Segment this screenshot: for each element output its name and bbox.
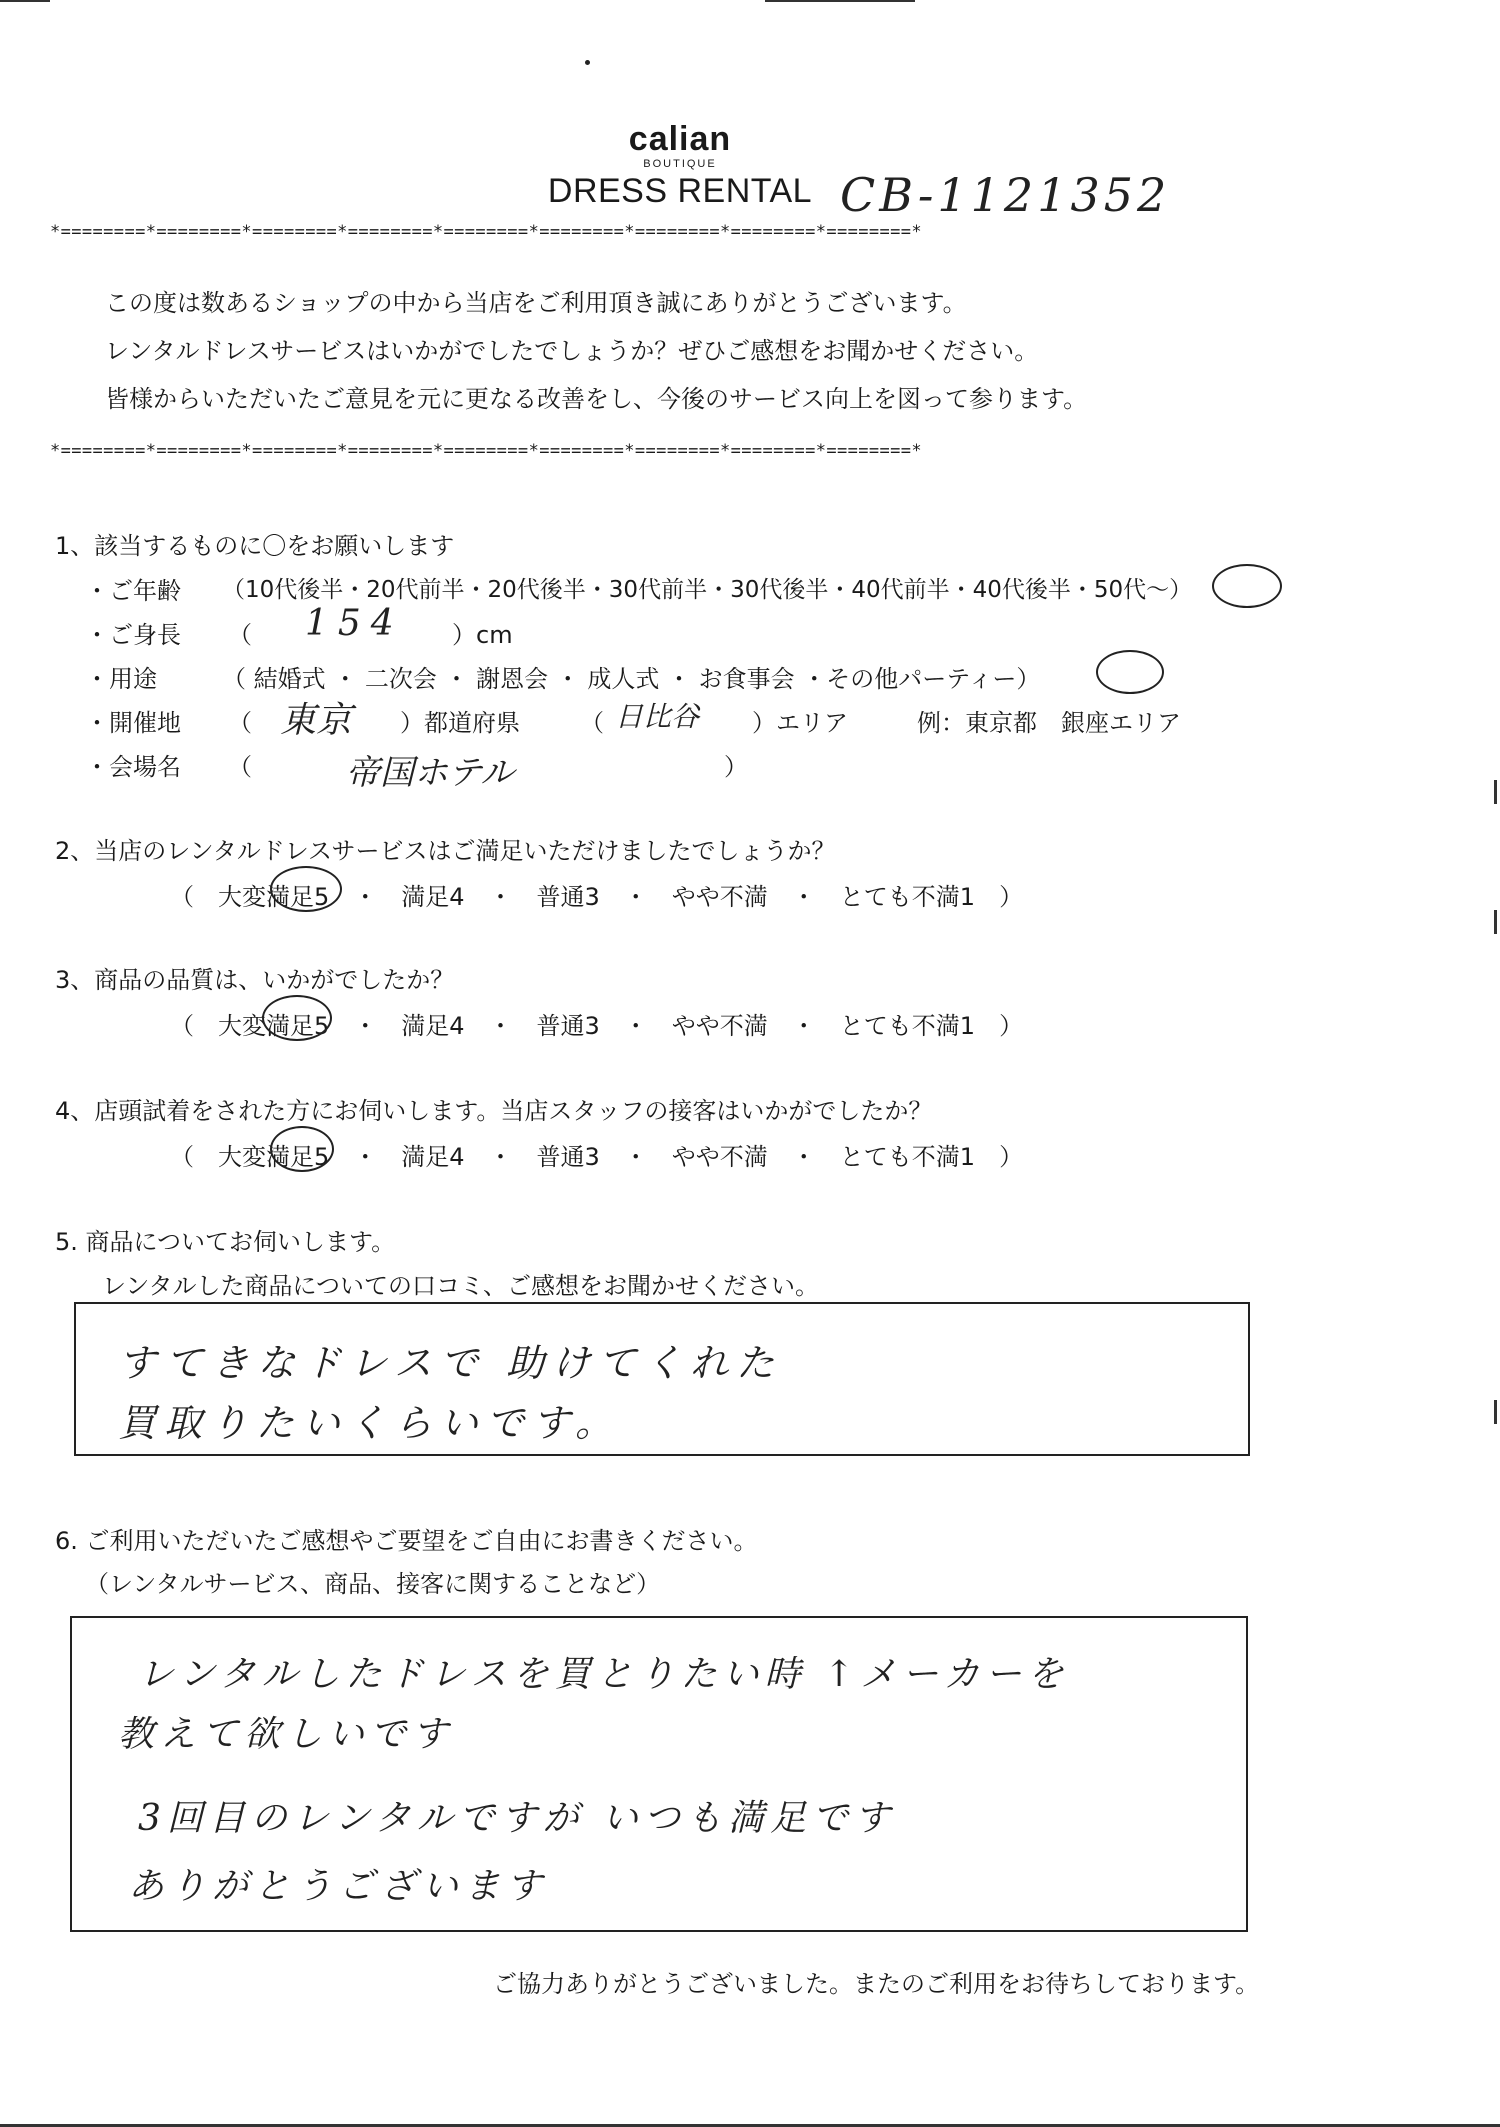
question-6-answer-line-4: ありがとうございます	[128, 1866, 549, 1907]
height-label: ・ご身長	[85, 621, 181, 649]
area-open-paren: （	[580, 709, 604, 737]
scan-edge-mark-right-2	[1494, 910, 1497, 934]
question-5-answer-line-2: 買取りたいくらいです。	[118, 1401, 621, 1445]
question-4-selection-circle	[270, 1126, 334, 1172]
area-suffix: ）エリア	[752, 709, 848, 737]
hall-value: 帝国ホテル	[346, 753, 515, 793]
venue-label: ・開催地	[85, 709, 181, 737]
question-5-answer-box	[74, 1302, 1250, 1456]
question-2-title: 2、当店のレンタルドレスサービスはご満足いただけましたでしょうか？	[55, 837, 836, 865]
age-selection-circle	[1212, 564, 1282, 608]
prefecture-value: 東京	[280, 700, 353, 741]
scan-edge-mark-top-left	[0, 0, 50, 2]
hall-close-paren: ）	[724, 753, 748, 781]
question-6-answer-line-2: 教えて欲しいです	[118, 1714, 455, 1755]
prefecture-open-paren: （	[228, 709, 252, 737]
hall-label: ・会場名	[85, 753, 181, 781]
purpose-label: ・用途	[85, 665, 157, 693]
question-4-options: （ 大変満足5 ・ 満足4 ・ 普通3 ・ やや不満 ・ とても不満1 ）	[170, 1143, 1024, 1171]
question-3-title: 3、商品の品質は、いかがでしたか？	[55, 966, 455, 994]
height-value: 154	[305, 603, 404, 644]
question-6-answer-line-3: 3回目のレンタルですが いつも満足です	[138, 1798, 897, 1839]
hall-open-paren: （	[228, 753, 252, 781]
question-3-options: （ 大変満足5 ・ 満足4 ・ 普通3 ・ やや不満 ・ とても不満1 ）	[170, 1012, 1024, 1040]
age-label: ・ご年齢	[85, 577, 181, 605]
area-value: 日比谷	[615, 700, 700, 733]
question-6-answer-box	[70, 1616, 1248, 1932]
purpose-selection-circle	[1096, 650, 1164, 694]
scan-edge-mark-right-1	[1494, 780, 1497, 804]
question-6-title: 6. ご利用いただいたご感想やご要望をご自由にお書きください。	[55, 1527, 758, 1555]
intro-line-1: この度は数あるショップの中から当店をご利用頂き誠にありがとうございます。	[105, 289, 967, 317]
question-6-subtitle: （レンタルサービス、商品、接客に関することなど）	[85, 1570, 661, 1598]
form-title: DRESS RENTAL	[547, 172, 813, 210]
scan-edge-mark-top-center	[765, 0, 915, 2]
question-2-selection-circle	[270, 866, 342, 912]
separator-middle: *========*========*========*========*========*========*========*========*========*	[50, 441, 923, 461]
question-5-answer-line-1: すてきなドレスで 助けてくれた	[118, 1341, 783, 1385]
intro-line-2: レンタルドレスサービスはいかがでしたでしょうか？ぜひご感想をお聞かせください。	[105, 337, 1039, 365]
question-6-answer-line-1: レンタルしたドレスを買とりたい時 ↑メーカーを	[138, 1654, 1070, 1695]
question-5-subtitle: レンタルした商品についての口コミ、ご感想をお聞かせください。	[102, 1272, 819, 1300]
question-2-options: （ 大変満足5 ・ 満足4 ・ 普通3 ・ やや不満 ・ とても不満1 ）	[170, 883, 1024, 911]
scan-edge-mark-right-3	[1494, 1400, 1497, 1424]
question-5-title: 5. 商品についてお伺いします。	[55, 1228, 396, 1256]
purpose-options: （ 結婚式 ・ 二次会 ・ 謝恩会 ・ 成人式 ・ お食事会 ・その他パーティー）	[222, 665, 1041, 693]
prefecture-suffix: ）都道府県	[400, 709, 520, 737]
question-1-title: 1、該当するものに〇をお願いします	[55, 532, 455, 560]
scan-dot	[585, 60, 590, 65]
question-3-selection-circle	[262, 995, 332, 1041]
order-code-handwritten: CB-1121352	[840, 168, 1171, 222]
venue-example: 例：東京都 銀座エリア	[917, 709, 1181, 737]
question-4-title: 4、店頭試着をされた方にお伺いします。当店スタッフの接客はいかがでしたか？	[55, 1097, 933, 1125]
age-options: （10代後半・20代前半・20代後半・30代前半・30代後半・40代前半・40代後半・50代～）	[222, 577, 1193, 603]
footer-thanks: ご協力ありがとうございました。またのご利用をお待ちしております。	[493, 1970, 1260, 1998]
separator-top: *========*========*========*========*========*========*========*========*========*	[50, 222, 923, 242]
brand-logo: calian	[628, 120, 732, 158]
height-unit: ）cm	[452, 621, 513, 649]
height-open-paren: （	[228, 621, 252, 649]
brand-logo-subtitle: BOUTIQUE	[643, 158, 717, 170]
intro-line-3: 皆様からいただいたご意見を元に更なる改善をし、今後のサービス向上を図って参ります。	[105, 385, 1088, 413]
